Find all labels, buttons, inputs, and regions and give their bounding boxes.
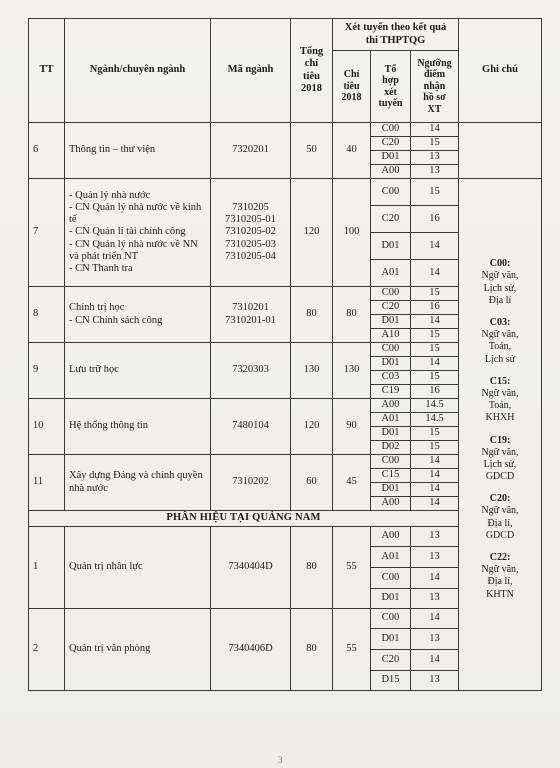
cell-nguong-diem: 13 bbox=[411, 671, 459, 691]
cell-nguong-diem: 14 bbox=[411, 568, 459, 589]
cell-nguong-diem: 14.5 bbox=[411, 413, 459, 427]
cell-nganh bbox=[65, 343, 211, 399]
cell-chi-tieu: 55 bbox=[333, 527, 371, 609]
text-line: tiêu bbox=[343, 80, 360, 92]
note-text: Ngữ văn, bbox=[481, 329, 519, 341]
text-line: 2018 bbox=[301, 82, 322, 94]
table-row bbox=[29, 179, 542, 206]
cell-to-hop: D01 bbox=[371, 151, 411, 165]
cell-to-hop: C20 bbox=[371, 206, 411, 233]
note-code: C03: bbox=[489, 317, 511, 328]
note-text: GDCD bbox=[485, 471, 515, 483]
cell-nguong-diem: 15 bbox=[411, 137, 459, 151]
cell-nganh bbox=[65, 123, 211, 179]
cell-nguong-diem: 13 bbox=[411, 589, 459, 609]
text-line: thi THPTQG bbox=[365, 34, 426, 46]
cell-to-hop: A01 bbox=[371, 547, 411, 568]
cell-chi-tieu: 90 bbox=[333, 399, 371, 455]
cell-to-hop: C03 bbox=[371, 371, 411, 385]
note-item bbox=[461, 258, 539, 307]
note-item bbox=[461, 317, 539, 366]
cell-nguong-diem: 14 bbox=[411, 123, 459, 137]
cell-to-hop: C20 bbox=[371, 137, 411, 151]
text-line: nhận bbox=[423, 80, 446, 92]
cell-nguong-diem: 14 bbox=[411, 650, 459, 671]
cell-nguong-diem: 15 bbox=[411, 427, 459, 441]
cell-ma-nganh bbox=[211, 455, 291, 511]
cell-tong-chi-tieu: 120 bbox=[291, 179, 333, 287]
text-line: Quản trị nhân lực bbox=[69, 561, 143, 573]
cell-to-hop: A00 bbox=[371, 165, 411, 179]
text-line: 7310205-04 bbox=[225, 250, 276, 262]
text-line: Quản trị văn phòng bbox=[69, 643, 151, 655]
cell-nguong-diem: 15 bbox=[411, 329, 459, 343]
cell-chi-tieu: 45 bbox=[333, 455, 371, 511]
col-header-xet-tuyen bbox=[333, 19, 459, 51]
cell-to-hop: D01 bbox=[371, 629, 411, 650]
cell-nguong-diem: 14 bbox=[411, 260, 459, 287]
cell-chi-tieu: 100 bbox=[333, 179, 371, 287]
text-line: Chỉ bbox=[343, 69, 360, 81]
cell-tt: 8 bbox=[29, 287, 65, 343]
note-text: GDCD bbox=[485, 529, 515, 541]
note-text: Lịch sử bbox=[484, 353, 516, 365]
note-code: C22: bbox=[489, 552, 511, 563]
cell-to-hop: C15 bbox=[371, 469, 411, 483]
text-line: - CN Quản lý nhà nước về NN và phát triển NT bbox=[69, 238, 198, 262]
text-line: - CN Quản lí tài chính công bbox=[69, 226, 186, 238]
note-text: Địa lí, bbox=[487, 576, 513, 588]
note-item bbox=[461, 552, 539, 601]
col-header-nganh: Ngành/chuyên ngành bbox=[65, 19, 211, 123]
text-line: - Quản lý nhà nước bbox=[69, 190, 151, 202]
note-code: C20: bbox=[489, 493, 511, 505]
cell-ma-nganh bbox=[211, 399, 291, 455]
cell-tong-chi-tieu: 60 bbox=[291, 455, 333, 511]
note-item bbox=[461, 493, 539, 542]
cell-ma-nganh bbox=[211, 287, 291, 343]
cell-to-hop: C00 bbox=[371, 343, 411, 357]
note-text: Ngữ văn, bbox=[481, 505, 519, 517]
cell-tong-chi-tieu: 120 bbox=[291, 399, 333, 455]
col-header-ghi-chu: Ghi chú bbox=[459, 19, 542, 123]
cell-nguong-diem: 14 bbox=[411, 233, 459, 260]
cell-tong-chi-tieu: 80 bbox=[291, 287, 333, 343]
text-line: - CN Chính sách công bbox=[69, 314, 163, 326]
cell-to-hop: A00 bbox=[371, 497, 411, 511]
note-text: Ngữ văn, bbox=[481, 446, 519, 458]
text-line: Tổ bbox=[384, 63, 397, 75]
cell-to-hop: C00 bbox=[371, 609, 411, 629]
cell-chi-tieu: 80 bbox=[333, 287, 371, 343]
header-row bbox=[29, 19, 542, 51]
note-text: Lịch sử, bbox=[483, 458, 517, 470]
cell-to-hop: C00 bbox=[371, 455, 411, 469]
text-line: tiêu bbox=[303, 70, 320, 82]
cell-nguong-diem: 15 bbox=[411, 371, 459, 385]
cell-to-hop: A10 bbox=[371, 329, 411, 343]
cell-tt: 11 bbox=[29, 455, 65, 511]
cell-nguong-diem: 16 bbox=[411, 385, 459, 399]
cell-nguong-diem: 13 bbox=[411, 151, 459, 165]
note-text: Địa lí bbox=[488, 294, 512, 306]
cell-nguong-diem: 16 bbox=[411, 206, 459, 233]
cell-nguong-diem: 14 bbox=[411, 315, 459, 329]
cell-nguong-diem: 14 bbox=[411, 609, 459, 629]
cell-nganh bbox=[65, 179, 211, 287]
cell-to-hop: C00 bbox=[371, 568, 411, 589]
note-text: Toán, bbox=[488, 400, 512, 412]
cell-ma-nganh bbox=[211, 343, 291, 399]
cell-tong-chi-tieu: 130 bbox=[291, 343, 333, 399]
text-line: Thông tin – thư viện bbox=[69, 144, 156, 156]
note-text: KHTN bbox=[486, 588, 514, 600]
text-line: 7310205-02 bbox=[225, 226, 276, 238]
note-item bbox=[461, 435, 539, 484]
cell-tt: 6 bbox=[29, 123, 65, 179]
cell-nguong-diem: 13 bbox=[411, 547, 459, 568]
cell-nguong-diem: 13 bbox=[411, 527, 459, 547]
cell-to-hop: C00 bbox=[371, 179, 411, 206]
cell-ghi-chu-empty bbox=[459, 123, 542, 179]
cell-tong-chi-tieu: 50 bbox=[291, 123, 333, 179]
text-line: 7310201-01 bbox=[225, 314, 276, 326]
cell-nguong-diem: 14 bbox=[411, 455, 459, 469]
text-line: 7310205-03 bbox=[225, 238, 276, 250]
text-line: Xét tuyển theo kết quả bbox=[344, 22, 447, 34]
text-line: 7340404D bbox=[228, 561, 273, 573]
cell-ma-nganh bbox=[211, 609, 291, 691]
text-line: - CN Thanh tra bbox=[69, 262, 133, 274]
cell-nguong-diem: 14 bbox=[411, 497, 459, 511]
text-line: 7310202 bbox=[232, 476, 269, 488]
cell-nguong-diem: 15 bbox=[411, 287, 459, 301]
cell-ghi-chu bbox=[459, 179, 542, 691]
cell-to-hop: D01 bbox=[371, 427, 411, 441]
cell-nguong-diem: 15 bbox=[411, 441, 459, 455]
cell-nguong-diem: 16 bbox=[411, 301, 459, 315]
cell-nguong-diem: 13 bbox=[411, 165, 459, 179]
cell-to-hop: A00 bbox=[371, 527, 411, 547]
col-header-tong-chi-tieu bbox=[291, 19, 333, 123]
cell-nganh bbox=[65, 455, 211, 511]
cell-nganh bbox=[65, 287, 211, 343]
text-line: tuyển bbox=[378, 98, 403, 109]
cell-to-hop: A01 bbox=[371, 413, 411, 427]
cell-chi-tieu: 130 bbox=[333, 343, 371, 399]
text-line: 7480104 bbox=[232, 420, 269, 432]
text-line: 7340406D bbox=[228, 643, 273, 655]
text-line: 7320201 bbox=[232, 144, 269, 156]
cell-to-hop: C20 bbox=[371, 650, 411, 671]
text-line: Chính trị học bbox=[69, 302, 125, 314]
cell-nganh bbox=[65, 609, 211, 691]
text-line: Lưu trữ học bbox=[69, 364, 119, 376]
cell-to-hop: D01 bbox=[371, 589, 411, 609]
cell-nguong-diem: 14 bbox=[411, 483, 459, 497]
cell-to-hop: A01 bbox=[371, 260, 411, 287]
note-text: Địa lí, bbox=[487, 517, 513, 529]
note-text: Ngữ văn, bbox=[481, 564, 519, 576]
text-line: Tổng bbox=[299, 46, 324, 58]
cell-tong-chi-tieu: 80 bbox=[291, 609, 333, 691]
text-line: điểm bbox=[423, 69, 446, 81]
cell-nguong-diem: 14 bbox=[411, 469, 459, 483]
cell-to-hop: C20 bbox=[371, 301, 411, 315]
cell-to-hop: D02 bbox=[371, 441, 411, 455]
text-line: 7310205-01 bbox=[225, 214, 276, 226]
cell-ma-nganh bbox=[211, 527, 291, 609]
cell-chi-tieu: 40 bbox=[333, 123, 371, 179]
cell-nguong-diem: 13 bbox=[411, 629, 459, 650]
cell-tt: 7 bbox=[29, 179, 65, 287]
text-line: Ngưỡng bbox=[417, 57, 452, 69]
cell-nganh bbox=[65, 399, 211, 455]
text-line: - CN Quản lý nhà nước về kinh tế bbox=[69, 202, 202, 226]
cell-to-hop: D01 bbox=[371, 357, 411, 371]
note-code: C15: bbox=[489, 375, 511, 387]
text-line: 7310205 bbox=[232, 202, 269, 214]
cell-nguong-diem: 15 bbox=[411, 343, 459, 357]
note-text: Lịch sử, bbox=[483, 282, 517, 294]
cell-tt: 1 bbox=[29, 527, 65, 609]
note-text: Ngữ văn, bbox=[481, 387, 519, 399]
text-line: Xây dựng Đảng và chính quyền nhà nước bbox=[69, 470, 203, 494]
col-header-tt: TT bbox=[29, 19, 65, 123]
cell-to-hop: C00 bbox=[371, 287, 411, 301]
note-code: C19: bbox=[489, 434, 511, 446]
cell-tong-chi-tieu: 80 bbox=[291, 527, 333, 609]
note-code: C00: bbox=[489, 258, 511, 270]
cell-ma-nganh bbox=[211, 123, 291, 179]
cell-to-hop: A00 bbox=[371, 399, 411, 413]
note-text: Toán, bbox=[488, 341, 512, 353]
cell-chi-tieu: 55 bbox=[333, 609, 371, 691]
text-line: hợp bbox=[382, 75, 399, 86]
text-line: Hệ thống thông tin bbox=[69, 420, 149, 432]
note-text: KHXH bbox=[485, 412, 515, 424]
cell-to-hop: D01 bbox=[371, 483, 411, 497]
cell-ma-nganh bbox=[211, 179, 291, 287]
admission-table bbox=[28, 18, 542, 691]
text-line: 2018 bbox=[341, 92, 362, 104]
text-line: 7310201 bbox=[232, 302, 269, 314]
col-header-ma-nganh: Mã ngành bbox=[211, 19, 291, 123]
note-text: Ngữ văn, bbox=[481, 270, 519, 282]
text-line: xét bbox=[384, 86, 397, 98]
campus-title: PHÂN HIỆU TẠI QUẢNG NAM bbox=[29, 511, 459, 527]
text-line: chỉ bbox=[304, 58, 319, 70]
cell-nguong-diem: 14.5 bbox=[411, 399, 459, 413]
note-item bbox=[461, 376, 539, 425]
cell-tt: 2 bbox=[29, 609, 65, 691]
table-row bbox=[29, 123, 542, 137]
col-header-nguong bbox=[411, 51, 459, 123]
col-header-to-hop bbox=[371, 51, 411, 123]
cell-nguong-diem: 15 bbox=[411, 179, 459, 206]
text-line: XT bbox=[427, 103, 442, 115]
text-line: hồ sơ bbox=[423, 92, 446, 104]
cell-tt: 10 bbox=[29, 399, 65, 455]
cell-nganh bbox=[65, 527, 211, 609]
cell-nguong-diem: 14 bbox=[411, 357, 459, 371]
cell-tt: 9 bbox=[29, 343, 65, 399]
cell-to-hop: C19 bbox=[371, 385, 411, 399]
page-number: 3 bbox=[278, 755, 283, 765]
cell-to-hop: D01 bbox=[371, 233, 411, 260]
cell-to-hop: C00 bbox=[371, 123, 411, 137]
text-line: 7320303 bbox=[232, 364, 269, 376]
col-header-chi-tieu bbox=[333, 51, 371, 123]
cell-to-hop: D01 bbox=[371, 315, 411, 329]
cell-to-hop: D15 bbox=[371, 671, 411, 691]
